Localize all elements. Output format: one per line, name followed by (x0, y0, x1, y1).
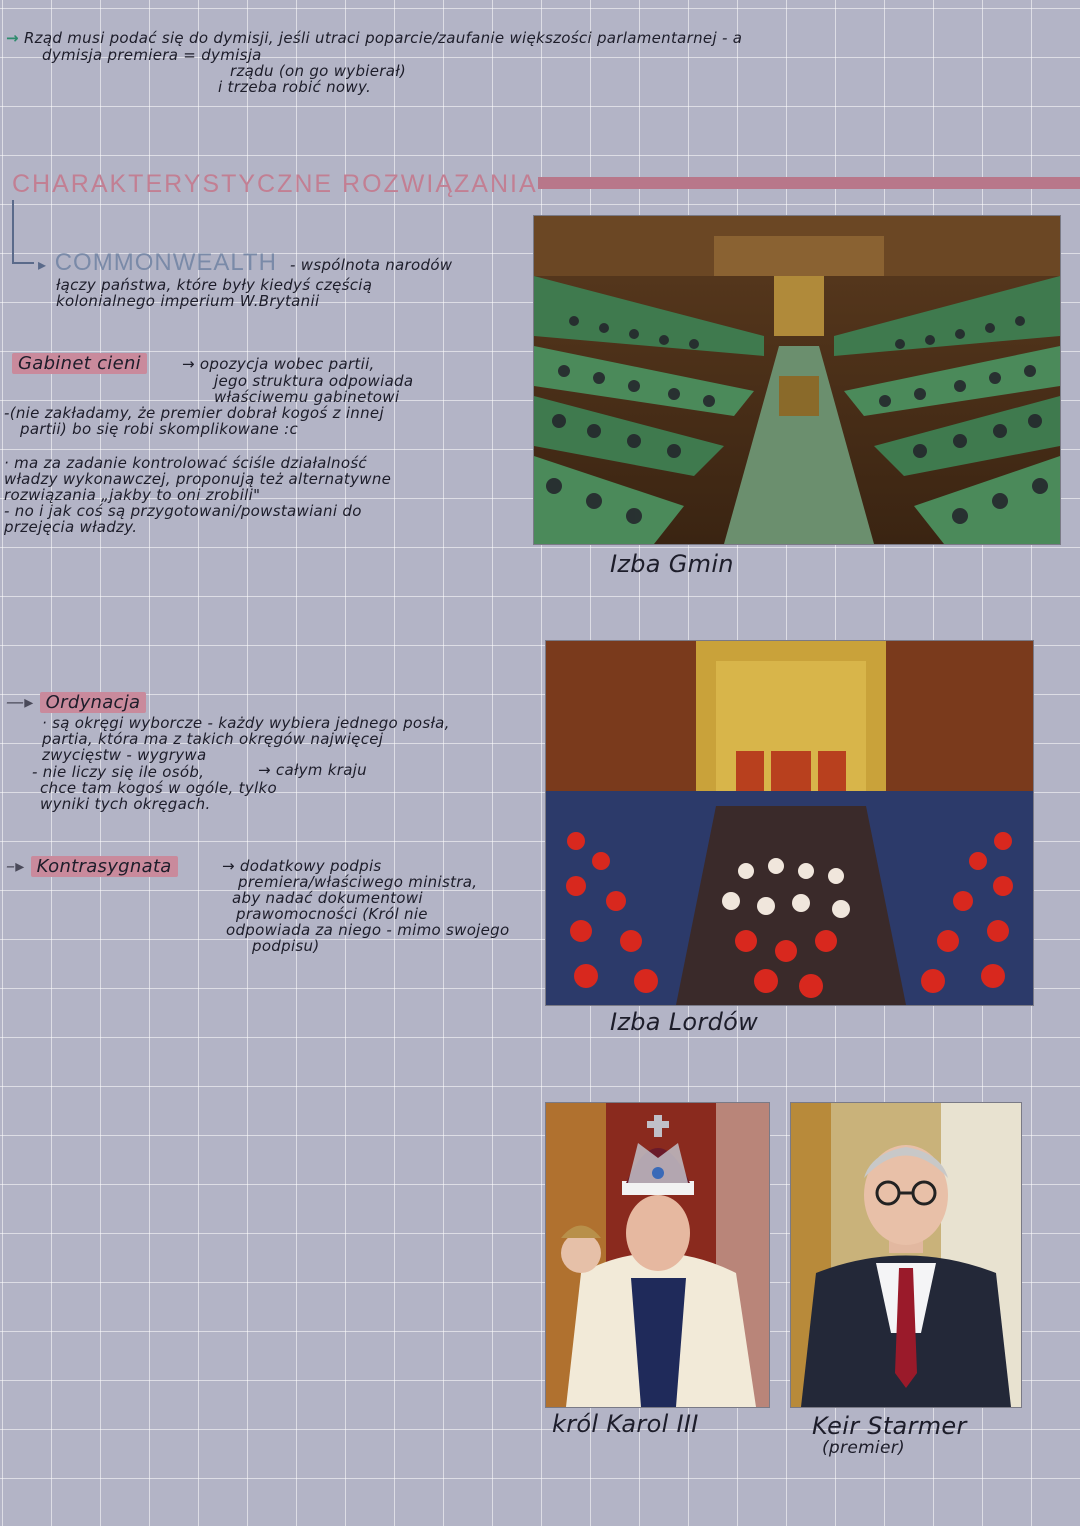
ordynacja-line-5: chce tam kogoś w ogóle, tylko (40, 779, 277, 797)
arrow-right-icon: ▸ (38, 257, 48, 274)
commonwealth-desc-2: kolonialnego imperium W.Brytanii (56, 292, 320, 310)
king-charles-photo (545, 1102, 770, 1408)
gabinet-line-8: rozwiązania „jakby to oni zrobili" (4, 486, 261, 504)
caption-house-of-commons: Izba Gmin (610, 550, 734, 578)
ordynacja-line-2: partia, która ma z takich okręgów najwięcej (42, 730, 384, 748)
caption-house-of-lords: Izba Lordów (610, 1008, 759, 1036)
kontrasygnata-line-2: premiera/właściwego ministra, (238, 873, 478, 891)
top-note-line2: dymisja premiera = dymisja (42, 46, 262, 64)
gabinet-line-6: · ma za zadanie kontrolować ściśle działalność (4, 454, 367, 472)
gabinet-line-1: → opozycja wobec partii, (182, 355, 375, 373)
house-of-commons-photo (533, 215, 1061, 545)
top-note-line3: rządu (on go wybierał) (230, 62, 406, 80)
king-portrait-illustration (546, 1103, 769, 1407)
commonwealth-desc-1: łączy państwa, które były kiedyś częścią (56, 276, 373, 294)
gabinet-line-2: jego struktura odpowiada (214, 372, 414, 390)
title-underline-bar (538, 177, 1080, 189)
prime-minister-portrait-illustration (791, 1103, 1021, 1407)
ordynacja-line-1: · są okręgi wyborcze - każdy wybiera jednego posła, (42, 714, 450, 732)
gabinet-label (12, 354, 147, 374)
ordynacja-label (6, 693, 146, 713)
arrow-right-icon: –▸ (6, 856, 25, 877)
house-of-lords-photo (545, 640, 1034, 1006)
house-of-commons-illustration (534, 216, 1060, 544)
commonwealth-title: COMMONWEALTH (54, 249, 277, 276)
kontrasygnata-line-5: odpowiada za niego - mimo swojego (226, 921, 510, 939)
kontrasygnata-line-4: prawomocności (Król nie (236, 905, 428, 923)
gabinet-label-text: Gabinet cieni (12, 353, 147, 374)
caption-prime-minister: Keir Starmer (812, 1412, 967, 1440)
arrow-right-icon: → (6, 29, 19, 47)
gabinet-line-9: - no i jak coś są przygotowani/powstawiani do (4, 502, 362, 520)
kontrasygnata-label-text: Kontrasygnata (31, 856, 178, 877)
ordynacja-line-4: - nie liczy się ile osób, (32, 763, 205, 781)
gabinet-line-4: -(nie zakładamy, że premier dobrał kogoś z innej (4, 404, 384, 422)
house-of-lords-illustration (546, 641, 1033, 1005)
gabinet-line-5: partii) bo się robi skomplikowane :c (20, 420, 299, 438)
keir-starmer-photo (790, 1102, 1022, 1408)
kontrasygnata-label (6, 857, 178, 877)
top-note-text: Rząd musi podać się do dymisji, jeśli utraci poparcie/zaufanie większości parlamentarnej - a (23, 29, 743, 47)
tree-connector-horizontal (12, 262, 34, 264)
section-title: CHARAKTERYSTYCZNE ROZWIĄZANIA (12, 170, 538, 198)
ordynacja-line-3: zwycięstw - wygrywa (42, 746, 207, 764)
kontrasygnata-line-3: aby nadać dokumentowi (232, 889, 423, 907)
caption-king: król Karol III (552, 1410, 699, 1438)
caption-prime-minister-role: (premier) (822, 1438, 905, 1458)
ordynacja-line-4b: → całym kraju (258, 761, 367, 779)
top-note-line4: i trzeba robić nowy. (218, 78, 372, 96)
tree-connector-vertical (12, 200, 14, 262)
kontrasygnata-line-6: podpisu) (252, 937, 320, 955)
gabinet-line-10: przejęcia władzy. (4, 518, 138, 536)
kontrasygnata-line-1: → dodatkowy podpis (222, 857, 382, 875)
commonwealth-heading (38, 249, 277, 277)
gabinet-line-3: właściwemu gabinetowi (214, 388, 400, 406)
arrow-right-icon: —▸ (6, 692, 34, 713)
ordynacja-label-text: Ordynacja (40, 692, 147, 713)
gabinet-line-7: władzy wykonawczej, proponują też alternatywne (4, 470, 392, 488)
top-note-line1 (6, 30, 742, 46)
commonwealth-def: - wspólnota narodów (290, 256, 453, 274)
ordynacja-line-6: wyniki tych okręgach. (40, 795, 211, 813)
